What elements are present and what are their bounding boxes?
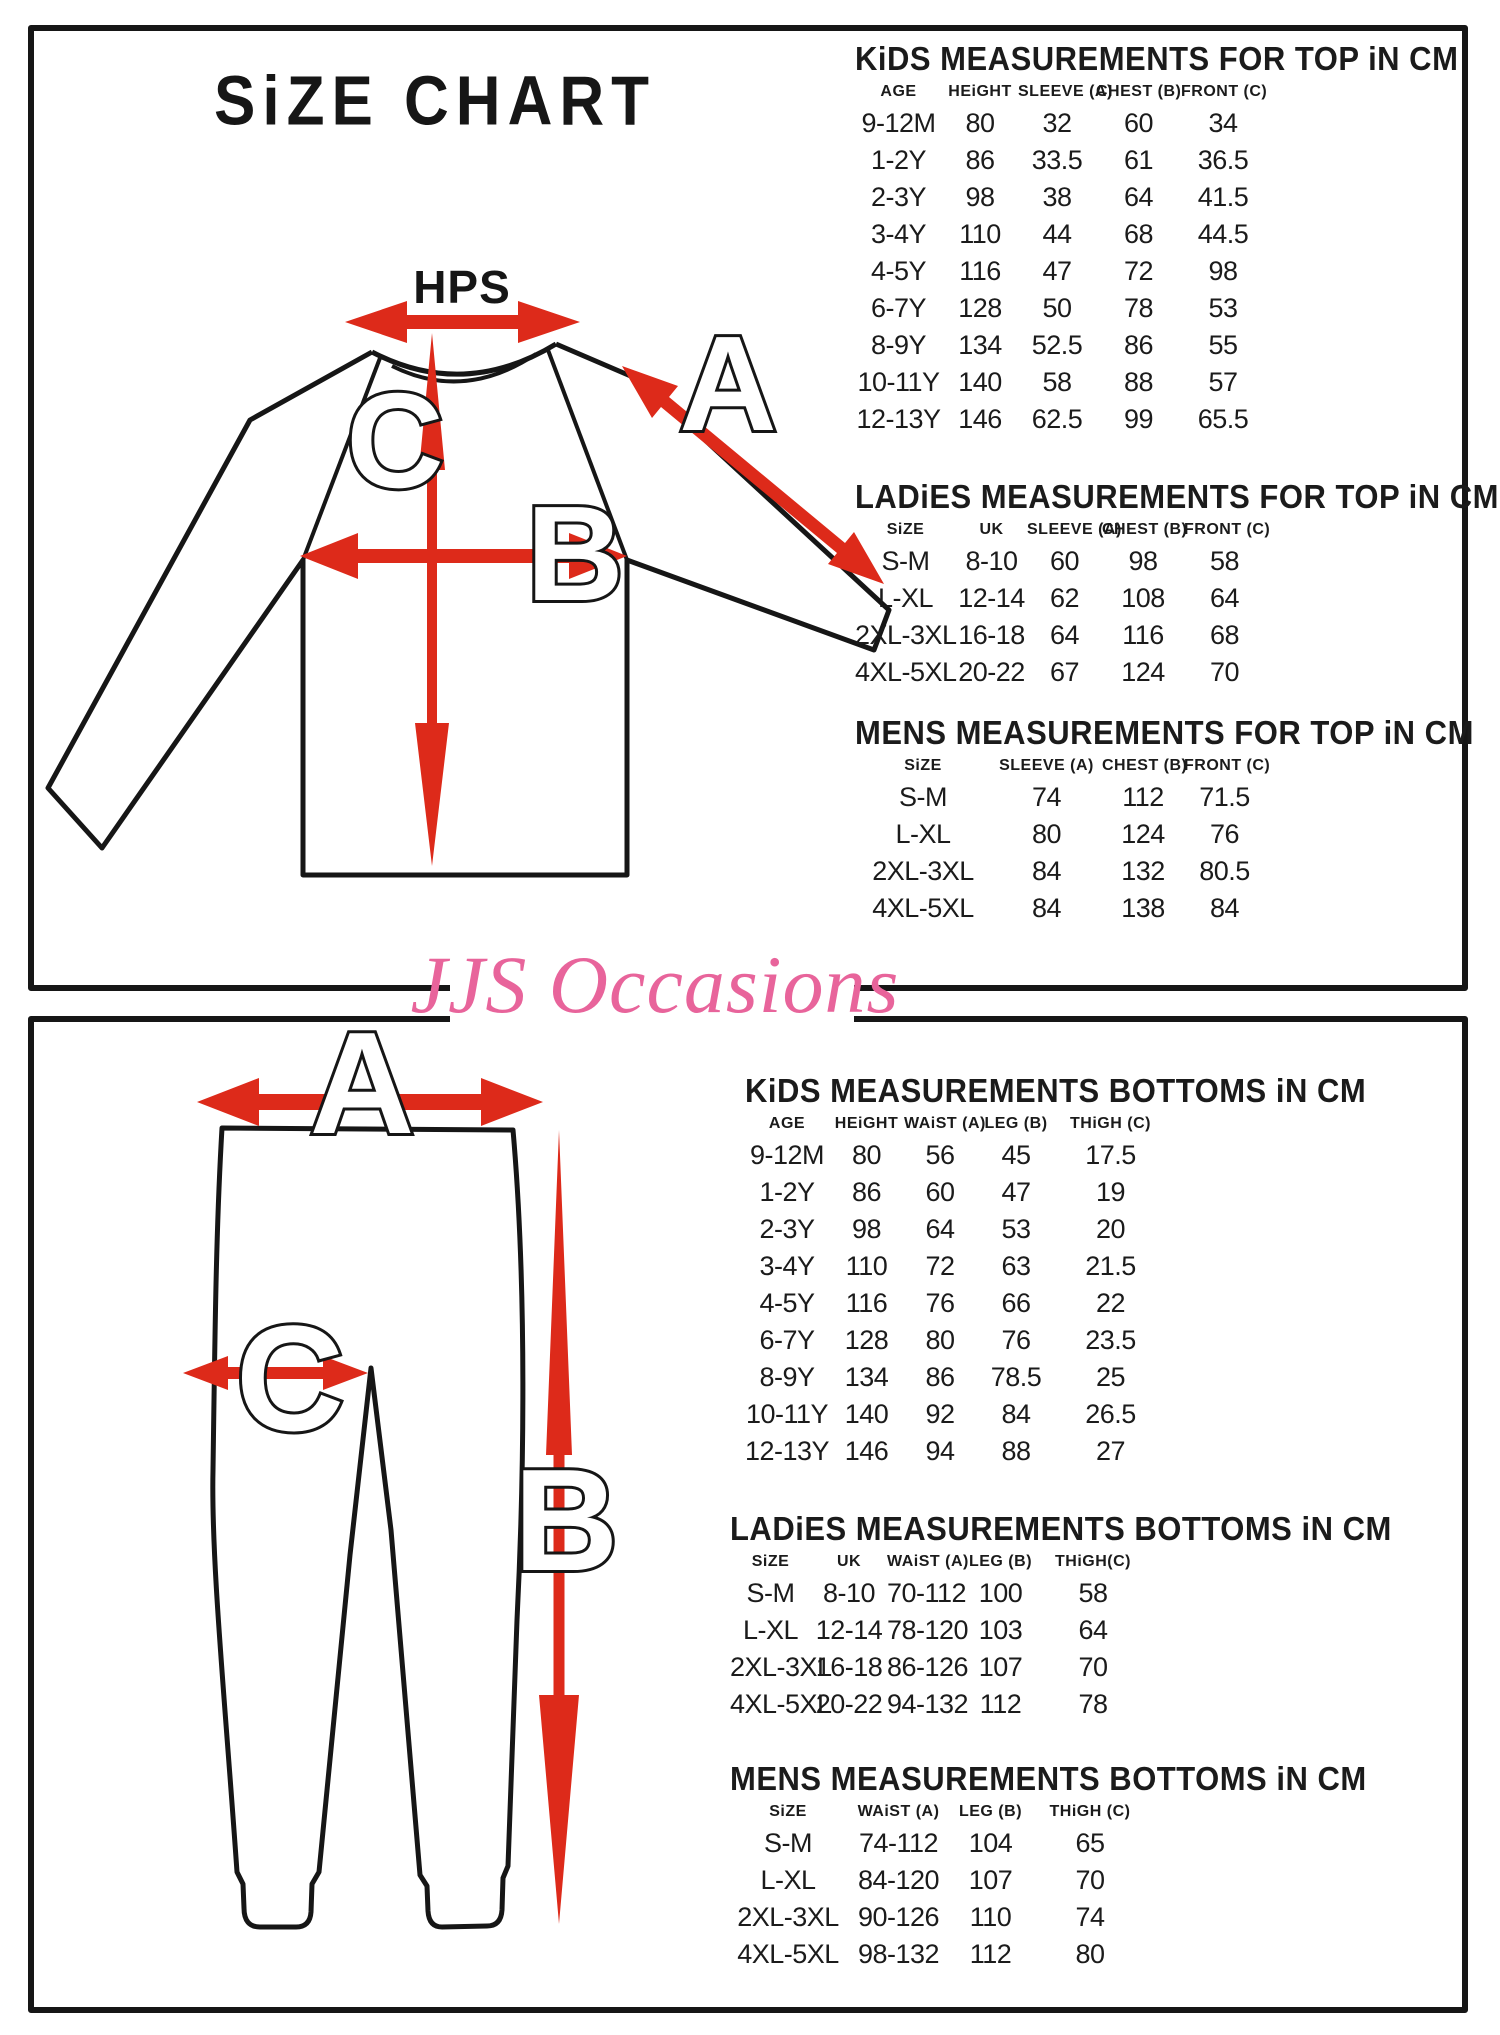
table-cell: 20-22 (815, 1689, 883, 1719)
table-cell: 134 (844, 1362, 889, 1392)
table-cell: 98 (1208, 256, 1238, 286)
table-cell: 2XL-3XL (872, 856, 974, 886)
table-cell: 4XL-5XL (855, 657, 957, 687)
table-cell: 8-9Y (870, 330, 927, 360)
table-cell: 76 (1209, 819, 1240, 849)
table-cell: 84 (1001, 1399, 1031, 1429)
column-header: THiGH (C) (1070, 1115, 1151, 1132)
table-cell: 8-10 (965, 546, 1018, 576)
table-cell: 70-112 (887, 1578, 967, 1608)
table-row (855, 654, 1265, 691)
table-cell: 2-3Y (870, 182, 927, 212)
table-cell: 78 (1123, 293, 1154, 323)
table-cell: 6-7Y (870, 293, 927, 323)
table-cell: 1-2Y (759, 1177, 815, 1207)
table-cell: 84 (1209, 893, 1240, 923)
table-cell: 64 (1123, 182, 1154, 212)
table-cell: 44 (1042, 219, 1072, 249)
shirt-label-c: C (346, 365, 444, 516)
table-cell: 76 (1001, 1325, 1031, 1355)
ladies-top-table (855, 478, 1500, 691)
table-cell: 55 (1208, 330, 1238, 360)
table-cell: 98 (1128, 546, 1158, 576)
table-row (745, 1248, 1165, 1285)
table-cell: 88 (1001, 1436, 1031, 1466)
table-title: LADiES MEASUREMENTS FOR TOP iN CM (855, 478, 1500, 516)
column-header: WAiST (A) (887, 1553, 969, 1570)
table-cell: 70 (1075, 1865, 1105, 1895)
table-row (730, 1899, 1150, 1936)
table-cell: 72 (925, 1251, 955, 1281)
table-row (745, 1433, 1165, 1470)
table-cell: 74 (1075, 1902, 1105, 1932)
table-cell: 50 (1042, 293, 1072, 323)
table-cell: 4-5Y (870, 256, 927, 286)
table-cell: 107 (978, 1652, 1023, 1682)
table-cell: 86-126 (887, 1652, 969, 1682)
column-header: HEiGHT (834, 1115, 899, 1132)
table-cell: L-XL (742, 1615, 799, 1645)
mens-top-table (855, 714, 1474, 927)
header-row (745, 1111, 1165, 1137)
table-cell: 2XL-3XL (730, 1652, 832, 1682)
table-cell: 62.5 (1031, 404, 1083, 434)
table-cell: 74 (1031, 782, 1062, 812)
table-cell: 71.5 (1199, 782, 1250, 812)
table-cell: 8-9Y (759, 1362, 815, 1392)
table-cell: 20-22 (958, 657, 1025, 687)
table-cell: 66 (1001, 1288, 1031, 1318)
table-cell: 6-7Y (759, 1325, 815, 1355)
table-row (855, 105, 1265, 142)
table-cell: 64 (925, 1214, 955, 1244)
table-cell: 17.5 (1085, 1140, 1136, 1170)
table-cell: 53 (1001, 1214, 1031, 1244)
table-cell: 8-10 (822, 1578, 876, 1608)
table-cell: 80 (925, 1325, 955, 1355)
table-cell: 112 (969, 1939, 1012, 1969)
table-cell: 138 (1121, 893, 1165, 923)
measurements-table (855, 753, 1271, 927)
column-header: AGE (768, 1115, 806, 1132)
shirt-label-b: B (526, 478, 624, 629)
table-cell: L-XL (895, 819, 951, 849)
table-cell: 2XL-3XL (737, 1902, 839, 1932)
table-cell: 98 (965, 182, 995, 212)
table-cell: 44.5 (1197, 219, 1249, 249)
table-cell: 146 (958, 404, 1002, 434)
table-cell: 38 (1042, 182, 1072, 212)
column-header: THiGH(C) (1055, 1553, 1131, 1570)
mens-bottoms-table (730, 1760, 1367, 1973)
pants-outline (213, 1128, 523, 1927)
table-cell: 84-120 (857, 1865, 940, 1895)
table-cell: 62 (1049, 583, 1080, 613)
column-header: UK (836, 1553, 862, 1570)
table-cell: 80 (1031, 819, 1062, 849)
table-cell: 86 (1123, 330, 1154, 360)
column-header: FRONT (C) (1181, 83, 1268, 100)
table-cell: 116 (1122, 620, 1164, 650)
table-cell: 92 (925, 1399, 955, 1429)
table-title: MENS MEASUREMENTS FOR TOP iN CM (855, 714, 1474, 752)
column-header: FRONT (C) (1184, 521, 1271, 538)
table-cell: 94-132 (887, 1689, 969, 1719)
table-cell: 112 (1122, 782, 1164, 812)
header-row (855, 753, 1265, 779)
table-cell: 60 (925, 1177, 955, 1207)
table-cell: 100 (978, 1578, 1023, 1608)
table-row (855, 890, 1265, 927)
table-cell: 12-14 (815, 1615, 883, 1645)
table-cell: 57 (1208, 367, 1238, 397)
measurements-table (855, 79, 1268, 438)
table-title: MENS MEASUREMENTS BOTTOMS iN CM (730, 1760, 1367, 1798)
page-title: SiZE CHART (214, 63, 656, 141)
table-cell: 94 (925, 1436, 955, 1466)
pants-diagram (183, 1002, 618, 1927)
table-cell: 19 (1095, 1177, 1126, 1207)
table-row (745, 1396, 1165, 1433)
table-row (855, 401, 1265, 438)
table-row (855, 327, 1265, 364)
table-cell: 12-13Y (856, 404, 941, 434)
table-row (745, 1285, 1165, 1322)
table-cell: 134 (958, 330, 1002, 360)
table-row (730, 1649, 1150, 1686)
column-header: CHEST (B) (1096, 83, 1182, 100)
table-cell: 110 (959, 219, 1001, 249)
table-cell: 36.5 (1197, 145, 1249, 175)
table-row (855, 290, 1265, 327)
column-header: WAiST (A) (904, 1115, 986, 1132)
measurements-table (745, 1111, 1165, 1470)
table-cell: 110 (845, 1251, 888, 1281)
table-cell: 65 (1075, 1828, 1105, 1858)
column-header: SiZE (769, 1803, 807, 1820)
table-cell: 64 (1209, 583, 1240, 613)
table-cell: 32 (1042, 108, 1072, 138)
header-row (855, 517, 1265, 543)
shirt-diagram (48, 261, 889, 875)
table-cell: 4XL-5XL (730, 1689, 832, 1719)
table-cell: 52.5 (1031, 330, 1083, 360)
table-cell: 60 (1049, 546, 1080, 576)
table-row (855, 617, 1265, 654)
table-cell: 1-2Y (870, 145, 927, 175)
table-cell: 68 (1123, 219, 1154, 249)
table-row (730, 1936, 1150, 1973)
table-cell: 80 (851, 1140, 882, 1170)
table-title: LADiES MEASUREMENTS BOTTOMS iN CM (730, 1510, 1392, 1548)
table-cell: 86 (965, 145, 995, 175)
table-cell: 68 (1209, 620, 1240, 650)
column-header: CHEST (B) (1102, 521, 1188, 538)
table-cell: 72 (1123, 256, 1154, 286)
table-cell: 64 (1078, 1615, 1108, 1645)
table-cell: 21.5 (1085, 1251, 1136, 1281)
table-cell: L-XL (877, 583, 934, 613)
table-cell: 78.5 (990, 1362, 1042, 1392)
table-cell: 98 (851, 1214, 882, 1244)
table-cell: 98-132 (857, 1939, 940, 1969)
table-cell: 4XL-5XL (872, 893, 974, 923)
table-cell: 86 (851, 1177, 882, 1207)
table-cell: 60 (1123, 108, 1154, 138)
table-cell: 47 (1001, 1177, 1031, 1207)
table-cell: 140 (844, 1399, 889, 1429)
table-cell: 3-4Y (759, 1251, 815, 1281)
measurements-table (855, 517, 1271, 691)
table-cell: 128 (958, 293, 1002, 323)
table-cell: 99 (1123, 404, 1154, 434)
table-cell: 124 (1121, 657, 1165, 687)
table-cell: 86 (925, 1362, 955, 1392)
table-cell: 22 (1095, 1288, 1126, 1318)
table-cell: 108 (1121, 583, 1165, 613)
table-cell: 124 (1121, 819, 1165, 849)
column-header: SLEEVE (A) (1027, 521, 1122, 538)
table-cell: S-M (881, 546, 930, 576)
table-cell: 84 (1031, 893, 1062, 923)
table-cell: 80 (965, 108, 995, 138)
table-cell: 16-18 (958, 620, 1025, 650)
table-cell: 34 (1208, 108, 1238, 138)
measurements-table (730, 1799, 1150, 1973)
column-header: FRONT (C) (1184, 757, 1271, 774)
table-cell: 56 (925, 1140, 955, 1170)
column-header: LEG (B) (984, 1115, 1048, 1132)
table-cell: L-XL (760, 1865, 816, 1895)
table-row (855, 179, 1265, 216)
table-cell: 45 (1001, 1140, 1031, 1170)
table-cell: 23.5 (1085, 1325, 1136, 1355)
table-row (745, 1174, 1165, 1211)
table-row (855, 779, 1265, 816)
table-cell: 53 (1208, 293, 1238, 323)
table-cell: 12-13Y (745, 1436, 830, 1466)
table-row (855, 364, 1265, 401)
pants-label-c: C (235, 1294, 345, 1462)
column-header: SiZE (751, 1553, 790, 1570)
column-header: HEiGHT (948, 83, 1012, 100)
table-row (730, 1686, 1150, 1723)
column-header: LEG (B) (968, 1553, 1033, 1570)
shirt-label-hps: HPS (413, 261, 511, 313)
brand-logo-text: JJS Occasions (410, 939, 900, 1030)
table-row (745, 1359, 1165, 1396)
table-cell: 116 (845, 1288, 888, 1318)
table-cell: S-M (899, 782, 947, 812)
table-cell: 63 (1001, 1251, 1031, 1281)
table-cell: 2-3Y (759, 1214, 815, 1244)
shirt-label-a: A (679, 308, 777, 459)
table-cell: 78-120 (887, 1615, 969, 1645)
column-header: SLEEVE (A) (999, 757, 1094, 774)
kids-bottoms-table (745, 1072, 1367, 1470)
table-cell: 9-12M (749, 1140, 825, 1170)
table-cell: 107 (968, 1865, 1013, 1895)
table-cell: 88 (1123, 367, 1154, 397)
table-cell: 4XL-5XL (737, 1939, 839, 1969)
table-cell: S-M (764, 1828, 812, 1858)
pants-label-b: B (513, 1439, 619, 1601)
table-row (730, 1825, 1150, 1862)
table-cell: 90-126 (857, 1902, 940, 1932)
column-header: AGE (880, 83, 917, 100)
column-header: THiGH (C) (1049, 1803, 1131, 1820)
table-cell: 80.5 (1199, 856, 1250, 886)
table-cell: 65.5 (1197, 404, 1249, 434)
table-cell: 4-5Y (759, 1288, 815, 1318)
table-cell: 58 (1078, 1578, 1108, 1608)
table-cell: 70 (1209, 657, 1240, 687)
table-cell: 9-12M (861, 108, 936, 138)
pants-label-a: A (309, 1002, 415, 1164)
table-row (855, 142, 1265, 179)
table-cell: 128 (844, 1325, 889, 1355)
table-cell: 67 (1049, 657, 1080, 687)
table-cell: 132 (1121, 856, 1165, 886)
table-cell: 26.5 (1085, 1399, 1136, 1429)
column-header: SiZE (904, 757, 942, 774)
table-cell: 64 (1049, 620, 1080, 650)
column-header: UK (979, 521, 1004, 538)
table-cell: 12-14 (958, 583, 1025, 613)
table-cell: 80 (1075, 1939, 1105, 1969)
table-row (730, 1575, 1150, 1612)
column-header: SLEEVE (A) (1018, 83, 1113, 100)
table-row (855, 216, 1265, 253)
table-cell: 140 (958, 367, 1002, 397)
table-cell: 25 (1095, 1362, 1126, 1392)
table-row (855, 253, 1265, 290)
table-cell: 116 (959, 256, 1001, 286)
table-row (745, 1211, 1165, 1248)
table-row (745, 1137, 1165, 1174)
table-cell: 61 (1123, 145, 1154, 175)
table-cell: 84 (1031, 856, 1062, 886)
table-cell: 110 (969, 1902, 1012, 1932)
table-cell: 103 (978, 1615, 1023, 1645)
column-header: WAiST (A) (857, 1803, 940, 1820)
header-row (730, 1799, 1150, 1825)
table-cell: 74-112 (858, 1828, 939, 1858)
table-cell: 112 (979, 1689, 1022, 1719)
table-cell: 33.5 (1031, 145, 1083, 175)
table-cell: 58 (1042, 367, 1072, 397)
table-cell: 20 (1095, 1214, 1126, 1244)
table-row (855, 580, 1265, 617)
column-header: LEG (B) (958, 1803, 1023, 1820)
column-header: CHEST (B) (1102, 757, 1188, 774)
table-row (855, 543, 1265, 580)
table-cell: 47 (1042, 256, 1072, 286)
table-cell: S-M (746, 1578, 795, 1608)
table-row (730, 1862, 1150, 1899)
table-title: KiDS MEASUREMENTS FOR TOP iN CM (855, 40, 1459, 78)
kids-top-table (855, 40, 1459, 438)
table-cell: 76 (925, 1288, 955, 1318)
table-row (730, 1612, 1150, 1649)
table-cell: 104 (968, 1828, 1013, 1858)
table-cell: 70 (1078, 1652, 1108, 1682)
column-header: SiZE (886, 521, 925, 538)
table-cell: 16-18 (815, 1652, 883, 1682)
table-cell: 10-11Y (745, 1399, 829, 1429)
ladies-bottoms-table (730, 1510, 1392, 1723)
header-row (730, 1549, 1150, 1575)
table-title: KiDS MEASUREMENTS BOTTOMS iN CM (745, 1072, 1367, 1110)
table-cell: 58 (1209, 546, 1240, 576)
measurements-table (730, 1549, 1150, 1723)
table-cell: 78 (1078, 1689, 1108, 1719)
table-row (745, 1322, 1165, 1359)
table-cell: 41.5 (1197, 182, 1249, 212)
table-cell: 2XL-3XL (855, 620, 957, 650)
table-cell: 3-4Y (870, 219, 927, 249)
table-row (855, 853, 1265, 890)
table-cell: 10-11Y (857, 367, 940, 397)
table-cell: 146 (844, 1436, 889, 1466)
table-cell: 27 (1095, 1436, 1126, 1466)
header-row (855, 79, 1265, 105)
table-row (855, 816, 1265, 853)
